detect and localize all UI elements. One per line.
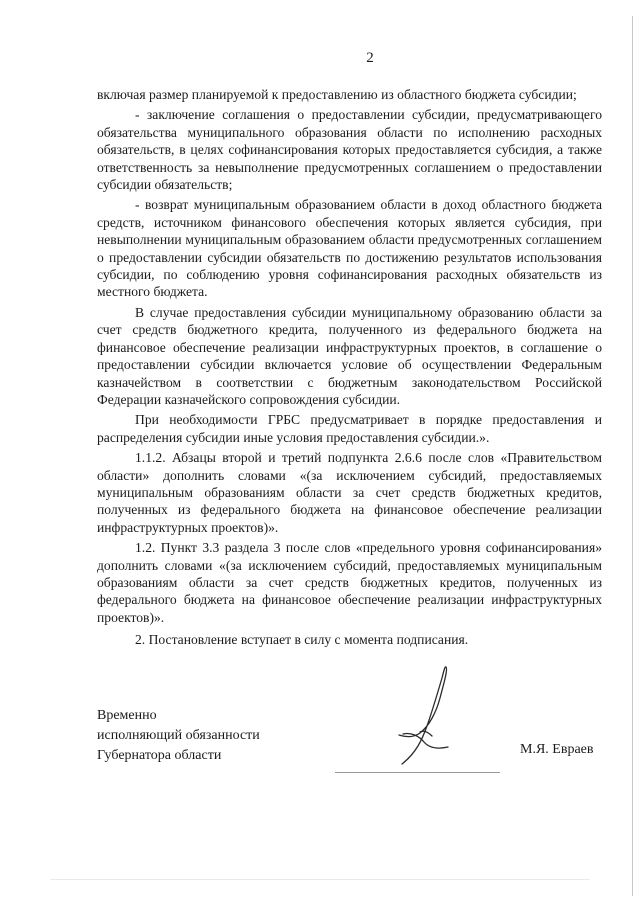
page-number: 2 <box>366 50 374 66</box>
paragraph: включая размер планируемой к предоставлению из областного бюджета субсидии; <box>97 87 577 102</box>
paragraph: 2. Постановление вступает в силу с момента подписания. <box>135 632 469 648</box>
paragraph: 1.2. Пункт 3.3 раздела 3 после слов «предельного уровня софинансирования» дополнить словами «(за исключением субсидий, предоставляемых муниципальным образованиям области за счет средств бюджетных кредитов, полученных из федерального бюджета на финансовое обеспечение реализации инфраструктурных проектов)». <box>97 540 602 625</box>
signatory-title-line: исполняющий обязанности <box>97 728 260 743</box>
signatory-title-line: Временно <box>97 708 157 723</box>
scan-dots <box>50 879 590 880</box>
signatory-title-line: Губернатора области <box>97 748 222 763</box>
signature-line <box>335 772 500 773</box>
paragraph: В случае предоставления субсидии муниципальному образованию области за счет средств бюджетного кредита, полученного из федерального бюджета на финансовое обеспечение реализации инфраструктурных проектов, в соглашение о предоставлении субсидии включается условие об осуществлении Федеральным казначейством в соответствии с бюджетным законодательством Российской Федерации казначейского сопровождения субсидии. <box>97 304 602 407</box>
handwritten-signature <box>360 660 480 775</box>
signer-name: М.Я. Евраев <box>520 742 594 757</box>
paragraph: При необходимости ГРБС предусматривает в порядке предоставления и распределения субсидии иные условия предоставления субсидии.». <box>97 412 602 445</box>
paragraph: - заключение соглашения о предоставлении субсидии, предусматривающего обязательства муниципального образования области по исполнению расходных обязательств, в целях софинансирования которых предоставляется субсидия, а также ответственность за невыполнение предусмотренных соглашением о предоставлении субсидии обязательств; <box>97 107 602 193</box>
paragraph: - возврат муниципальным образованием области в доход областного бюджета средств, источником финансового обеспечения которых является субсидия, при невыполнении муниципальным образованием области предусмотренных соглашением о предоставлении субсидии обязательств по достижению результатов использования субсидии, по соблюдению уровня софинансирования расходных обязательств из местного бюджета. <box>97 197 602 300</box>
document-body <box>97 86 602 652</box>
scan-edge <box>632 16 633 896</box>
paragraph: 1.1.2. Абзацы второй и третий подпункта 2.6.6 после слов «Правительством области» дополнить словами «(за исключением субсидий, предоставляемых муниципальным образованиям области за счет средств бюджетных кредитов, полученных из федерального бюджета на финансовое обеспечение реализации инфраструктурных проектов)». <box>97 450 602 535</box>
signatory-title <box>97 706 347 766</box>
